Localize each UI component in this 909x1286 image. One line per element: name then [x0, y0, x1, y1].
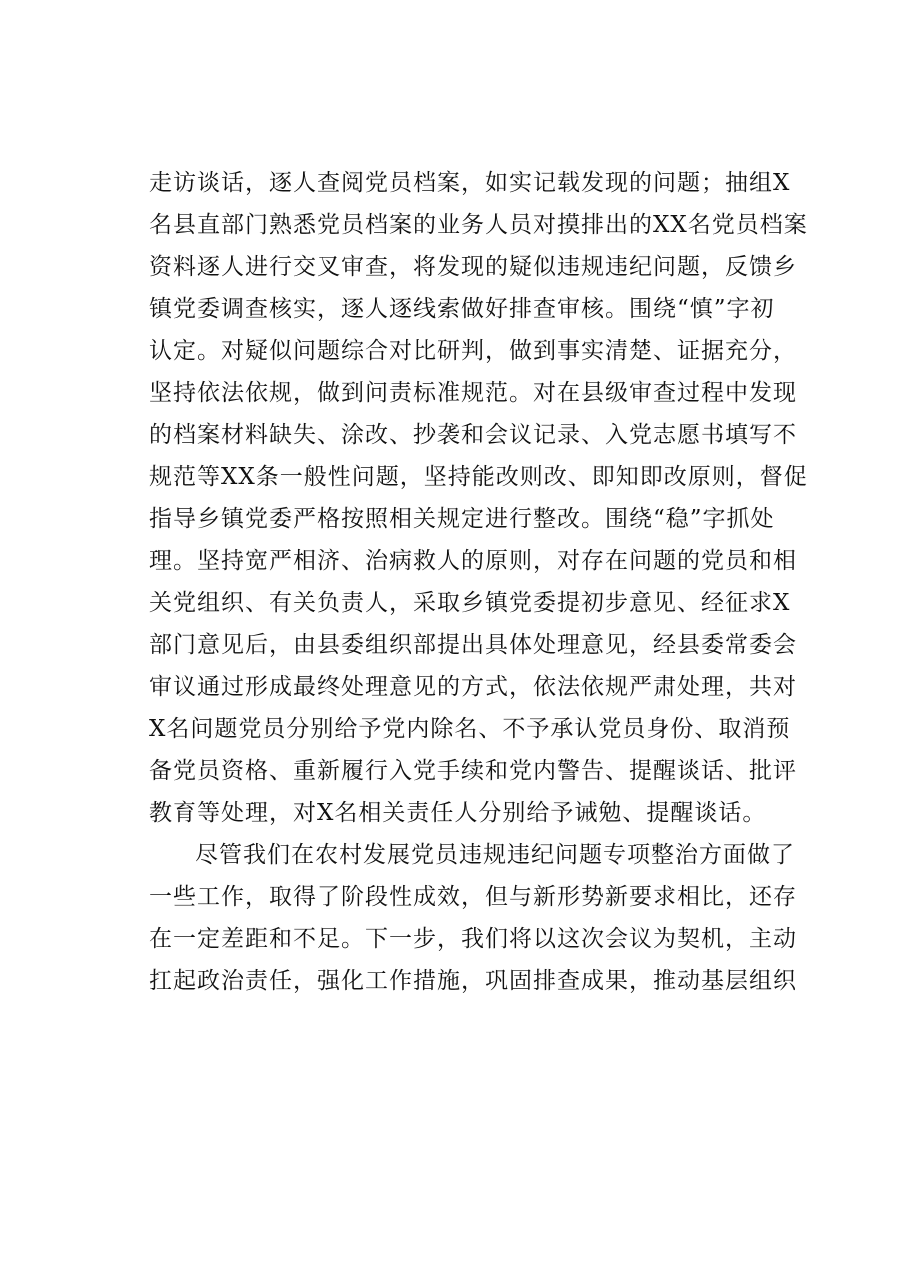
- text-line: 理。坚持宽严相济、治病救人的原则，对存在问题的党员和相: [149, 548, 797, 574]
- text-line: 名县直部门熟悉党员档案的业务人员对摸排出的XX名党员档案: [149, 212, 808, 238]
- text-line: 审议通过形成最终处理意见的方式，依法依规严肃处理，共对: [149, 674, 797, 700]
- text-line: 扛起政治责任，强化工作措施，巩固排查成果，推动基层组织: [149, 968, 797, 994]
- text-line: 走访谈话，逐人查阅党员档案，如实记载发现的问题；抽组X: [149, 170, 791, 196]
- text-line: 规范等XX条一般性问题，坚持能改则改、即知即改原则，督促: [149, 464, 808, 490]
- text-line: 资料逐人进行交叉审查，将发现的疑似违规违纪问题，反馈乡: [149, 254, 797, 280]
- text-line: 镇党委调查核实，逐人逐线索做好排查审核。围绕“慎”字初: [149, 296, 775, 322]
- document-body: [149, 162, 808, 1002]
- text-line: 关党组织、有关负责人，采取乡镇党委提初步意见、经征求X: [149, 590, 791, 616]
- text-line: 认定。对疑似问题综合对比研判，做到事实清楚、证据充分，: [149, 338, 797, 364]
- text-line: 指导乡镇党委严格按照相关规定进行整改。围绕“稳”字抓处: [149, 506, 775, 532]
- text-line: X名问题党员分别给予党内除名、不予承认党员身份、取消预: [149, 716, 791, 742]
- text-line: 尽管我们在农村发展党员违规违纪问题专项整治方面做了: [195, 842, 795, 868]
- text-line: 一些工作，取得了阶段性成效，但与新形势新要求相比，还存: [149, 884, 797, 910]
- text-line: 在一定差距和不足。下一步，我们将以这次会议为契机，主动: [149, 926, 797, 952]
- text-line: 部门意见后，由县委组织部提出具体处理意见，经县委常委会: [149, 632, 797, 658]
- text-line: 坚持依法依规，做到问责标准规范。对在县级审查过程中发现: [149, 380, 797, 406]
- text-line: 的档案材料缺失、涂改、抄袭和会议记录、入党志愿书填写不: [149, 422, 797, 448]
- paragraph-1: [149, 162, 808, 834]
- text-line: 教育等处理，对X名相关责任人分别给予诫勉、提醒谈话。: [149, 800, 767, 826]
- paragraph-2: [149, 834, 797, 1002]
- text-line: 备党员资格、重新履行入党手续和党内警告、提醒谈话、批评: [149, 758, 797, 784]
